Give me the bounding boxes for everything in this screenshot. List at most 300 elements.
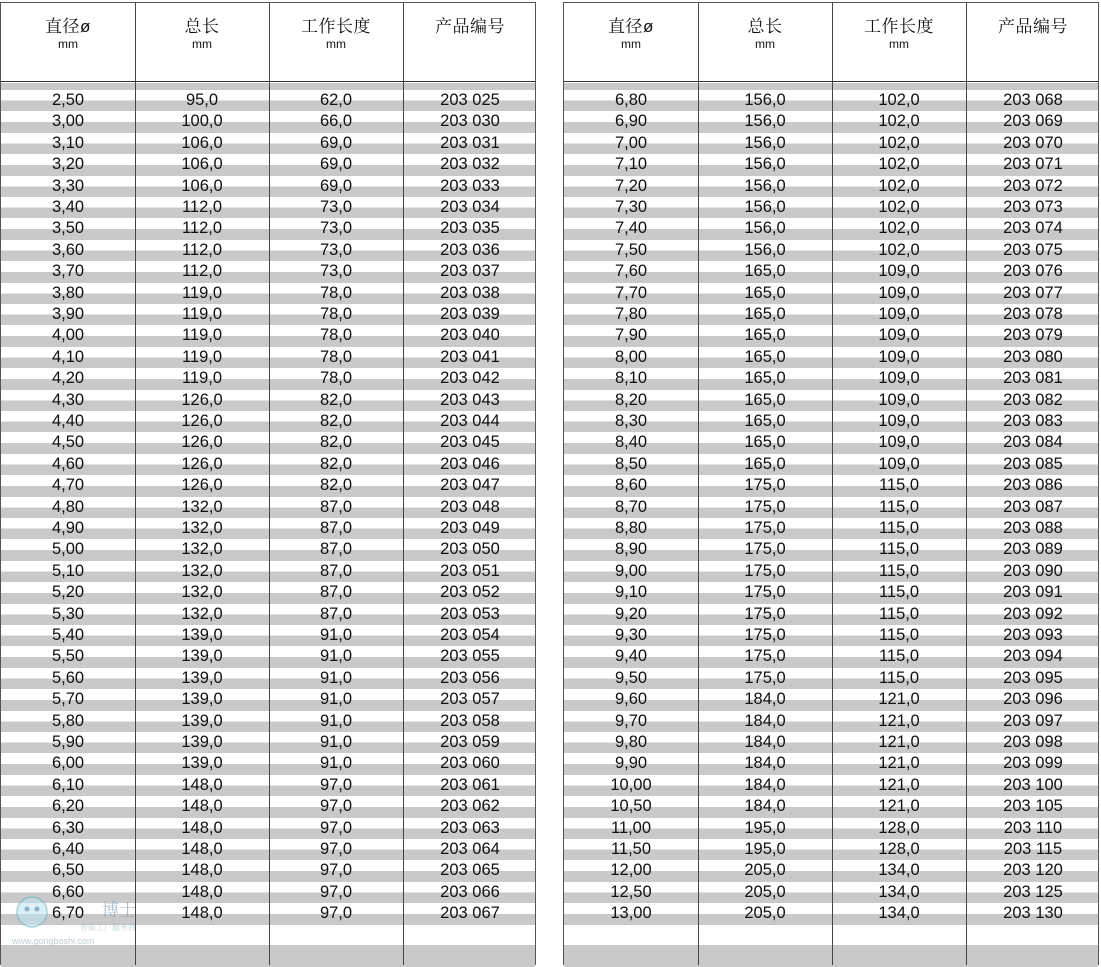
table-row <box>564 133 1098 154</box>
table-cell: 62,0 <box>319 91 353 109</box>
table-cell: 13,00 <box>610 904 652 923</box>
table-cell: 5,30 <box>51 604 85 623</box>
table-row <box>564 839 1098 860</box>
table-cell: 3,30 <box>51 176 85 195</box>
table-cell: 165,0 <box>744 454 786 473</box>
table-cell: 184,0 <box>744 690 786 709</box>
table-cell: 102,0 <box>878 198 920 216</box>
table-cell: 3,80 <box>51 283 85 302</box>
table-cell: 203 058 <box>440 711 500 730</box>
table-cell: 3,00 <box>51 112 85 131</box>
table-cell: 203 050 <box>440 540 500 559</box>
table-cell: 7,80 <box>614 305 648 323</box>
table-cell: 78,0 <box>319 326 353 345</box>
column-separator <box>403 3 404 965</box>
table-row <box>564 497 1098 518</box>
table-cell: 97,0 <box>319 818 353 837</box>
table-cell: 203 045 <box>440 433 500 452</box>
table-cell: 97,0 <box>319 840 353 858</box>
table-cell: 73,0 <box>319 240 353 259</box>
table-cell: 5,10 <box>51 561 85 580</box>
table-cell: 8,20 <box>614 390 648 409</box>
column-separator <box>698 3 699 965</box>
table-cell: 148,0 <box>181 840 223 858</box>
table-cell: 10,50 <box>610 797 652 816</box>
table-cell: 102,0 <box>878 176 920 195</box>
table-cell: 139,0 <box>181 647 223 666</box>
table-cell: 126,0 <box>181 433 223 452</box>
table-row <box>1 796 535 817</box>
table-cell: 106,0 <box>181 155 223 174</box>
table-cell: 3,10 <box>51 133 85 152</box>
table-cell: 73,0 <box>319 219 353 238</box>
table-cell: 91,0 <box>319 668 353 687</box>
table-cell: 82,0 <box>319 412 353 430</box>
table-cell: 203 100 <box>1003 775 1063 794</box>
table-cell: 203 034 <box>440 198 500 216</box>
table-cell: 175,0 <box>744 647 786 666</box>
table-row <box>564 753 1098 774</box>
table-cell: 5,40 <box>51 626 85 644</box>
table-cell: 203 125 <box>1003 882 1063 901</box>
table-row <box>564 197 1098 218</box>
table-cell: 132,0 <box>181 561 223 580</box>
table-cell: 4,80 <box>51 497 85 516</box>
table-row <box>1 689 535 710</box>
table-row <box>1 732 535 753</box>
table-cell: 12,50 <box>610 882 652 901</box>
column-header <box>269 3 403 81</box>
table-row <box>564 711 1098 732</box>
table-cell: 115,0 <box>878 604 920 623</box>
column-header <box>135 3 269 81</box>
table-cell: 73,0 <box>319 262 353 281</box>
table-cell: 203 087 <box>1003 497 1063 516</box>
table-cell: 3,50 <box>51 219 85 238</box>
table-cell: 156,0 <box>744 198 786 216</box>
table-cell: 11,00 <box>610 818 652 837</box>
column-header <box>832 3 966 81</box>
table-cell: 203 067 <box>440 904 500 923</box>
table-cell: 78,0 <box>319 369 353 388</box>
table-cell: 203 057 <box>440 690 500 709</box>
table-cell: 8,90 <box>614 540 648 559</box>
table-cell: 132,0 <box>181 583 223 602</box>
table-cell: 6,20 <box>51 797 85 816</box>
table-cell: 112,0 <box>181 219 223 238</box>
table-cell: 11,50 <box>610 840 652 858</box>
table-cell: 119,0 <box>181 326 223 345</box>
table-cell: 203 047 <box>440 476 500 495</box>
table-cell: 203 093 <box>1003 626 1063 644</box>
header-title: 产品编号 <box>998 17 1068 36</box>
table-cell: 175,0 <box>744 561 786 580</box>
table-cell: 121,0 <box>878 733 920 751</box>
table-cell: 8,00 <box>614 347 648 366</box>
table-row <box>564 411 1098 432</box>
table-cell: 6,70 <box>51 904 85 923</box>
table-cell: 203 072 <box>1003 176 1063 195</box>
table-row <box>1 197 535 218</box>
table-cell: 203 030 <box>440 112 500 131</box>
header-unit: mm <box>889 37 909 51</box>
table-cell: 203 070 <box>1003 133 1063 152</box>
table-row <box>564 304 1098 325</box>
table-row <box>564 261 1098 282</box>
table-cell: 5,20 <box>51 583 85 602</box>
table-cell: 4,00 <box>51 326 85 345</box>
table-cell: 203 049 <box>440 519 500 537</box>
table-cell: 126,0 <box>181 476 223 495</box>
table-cell: 195,0 <box>744 818 786 837</box>
table-cell: 6,50 <box>51 861 85 880</box>
table-cell: 115,0 <box>878 647 920 666</box>
table-cell: 9,30 <box>614 626 648 644</box>
header-divider <box>564 81 1098 82</box>
table-cell: 139,0 <box>181 733 223 751</box>
table-cell: 7,00 <box>614 133 648 152</box>
table-row <box>1 304 535 325</box>
table-cell: 156,0 <box>744 240 786 259</box>
table-cell: 165,0 <box>744 305 786 323</box>
table-cell: 8,50 <box>614 454 648 473</box>
table-cell: 4,40 <box>51 412 85 430</box>
table-cell: 115,0 <box>878 497 920 516</box>
table-cell: 3,40 <box>51 198 85 216</box>
header-title: 总长 <box>184 17 220 36</box>
table-row <box>564 154 1098 175</box>
table-cell: 148,0 <box>181 818 223 837</box>
table-cell: 5,00 <box>51 540 85 559</box>
table-row <box>1 582 535 603</box>
column-header <box>966 3 1100 81</box>
table-cell: 78,0 <box>319 347 353 366</box>
header-title: 工作长度 <box>301 17 371 36</box>
header-unit: mm <box>58 37 78 51</box>
table-row <box>1 240 535 261</box>
table-cell: 66,0 <box>319 112 353 131</box>
table-cell: 97,0 <box>319 882 353 901</box>
table-row <box>564 689 1098 710</box>
table-cell: 5,80 <box>51 711 85 730</box>
table-cell: 6,90 <box>614 112 648 131</box>
table-cell: 115,0 <box>878 476 920 495</box>
table-cell: 4,50 <box>51 433 85 452</box>
table-cell: 119,0 <box>181 347 223 366</box>
table-cell: 203 064 <box>440 840 500 858</box>
table-row <box>1 518 535 539</box>
table-cell: 3,20 <box>51 155 85 174</box>
table-row <box>1 882 535 903</box>
table-row <box>564 625 1098 646</box>
table-cell: 115,0 <box>878 668 920 687</box>
table-row <box>564 903 1098 924</box>
table-row <box>1 176 535 197</box>
table-cell: 165,0 <box>744 347 786 366</box>
table-cell: 97,0 <box>319 861 353 880</box>
table-cell: 148,0 <box>181 861 223 880</box>
table-cell: 165,0 <box>744 369 786 388</box>
table-cell: 203 071 <box>1003 155 1063 174</box>
table-row <box>1 668 535 689</box>
table-cell: 156,0 <box>744 133 786 152</box>
table-row <box>1 839 535 860</box>
table-cell: 132,0 <box>181 540 223 559</box>
table-cell: 97,0 <box>319 797 353 816</box>
table-row <box>564 454 1098 475</box>
column-separator <box>269 3 270 965</box>
table-cell: 203 076 <box>1003 262 1063 281</box>
table-cell: 115,0 <box>878 519 920 537</box>
table-cell: 165,0 <box>744 433 786 452</box>
table-row <box>564 325 1098 346</box>
table-cell: 203 036 <box>440 240 500 259</box>
table-cell: 102,0 <box>878 219 920 238</box>
table-cell: 184,0 <box>744 733 786 751</box>
table-cell: 203 066 <box>440 882 500 901</box>
table-cell: 7,70 <box>614 283 648 302</box>
table-row <box>1 154 535 175</box>
table-cell: 203 098 <box>1003 733 1063 751</box>
table-cell: 109,0 <box>878 433 920 452</box>
table-cell: 91,0 <box>319 626 353 644</box>
table-cell: 203 080 <box>1003 347 1063 366</box>
column-header <box>698 3 832 81</box>
table-cell: 106,0 <box>181 133 223 152</box>
table-cell: 7,10 <box>614 155 648 174</box>
table-cell: 139,0 <box>181 668 223 687</box>
table-cell: 109,0 <box>878 369 920 388</box>
table-cell: 9,40 <box>614 647 648 666</box>
table-cell: 115,0 <box>878 583 920 602</box>
table-cell: 175,0 <box>744 668 786 687</box>
table-cell: 148,0 <box>181 775 223 794</box>
table-cell: 203 083 <box>1003 412 1063 430</box>
table-cell: 203 055 <box>440 647 500 666</box>
table-cell: 126,0 <box>181 390 223 409</box>
header-title: 直径ø <box>45 17 91 36</box>
table-row <box>1 390 535 411</box>
table-row <box>564 347 1098 368</box>
table-cell: 203 053 <box>440 604 500 623</box>
table-cell: 6,00 <box>51 754 85 773</box>
table-cell: 203 063 <box>440 818 500 837</box>
header-title: 总长 <box>747 17 783 36</box>
table-cell: 165,0 <box>744 283 786 302</box>
table-cell: 139,0 <box>181 711 223 730</box>
table-row <box>564 604 1098 625</box>
table-cell: 3,60 <box>51 240 85 259</box>
table-row <box>1 903 535 924</box>
table-cell: 203 035 <box>440 219 500 238</box>
table-cell: 9,20 <box>614 604 648 623</box>
table-cell: 203 041 <box>440 347 500 366</box>
table-cell: 69,0 <box>319 155 353 174</box>
table-row <box>1 368 535 389</box>
table-cell: 203 120 <box>1003 861 1063 880</box>
table-cell: 203 089 <box>1003 540 1063 559</box>
table-row <box>564 176 1098 197</box>
table-row <box>564 240 1098 261</box>
table-cell: 69,0 <box>319 176 353 195</box>
table-cell: 82,0 <box>319 476 353 495</box>
table-cell: 8,60 <box>614 476 648 495</box>
table-cell: 148,0 <box>181 797 223 816</box>
table-cell: 119,0 <box>181 305 223 323</box>
table-cell: 128,0 <box>878 840 920 858</box>
table-row <box>1 625 535 646</box>
table-cell: 165,0 <box>744 390 786 409</box>
table-cell: 4,60 <box>51 454 85 473</box>
table-cell: 5,50 <box>51 647 85 666</box>
table-row <box>564 796 1098 817</box>
table-cell: 7,40 <box>614 219 648 238</box>
table-cell: 6,40 <box>51 840 85 858</box>
table-cell: 175,0 <box>744 476 786 495</box>
table-cell: 112,0 <box>181 240 223 259</box>
table-cell: 134,0 <box>878 861 920 880</box>
table-cell: 112,0 <box>181 198 223 216</box>
table-row <box>1 497 535 518</box>
table-cell: 134,0 <box>878 882 920 901</box>
column-separator <box>832 3 833 965</box>
table-cell: 5,90 <box>51 733 85 751</box>
table-cell: 184,0 <box>744 754 786 773</box>
table-cell: 102,0 <box>878 112 920 131</box>
table-cell: 165,0 <box>744 326 786 345</box>
header-unit: mm <box>755 37 775 51</box>
table-cell: 102,0 <box>878 155 920 174</box>
table-row <box>1 261 535 282</box>
table-cell: 91,0 <box>319 733 353 751</box>
table-cell: 205,0 <box>744 861 786 880</box>
table-row <box>564 582 1098 603</box>
table-cell: 4,70 <box>51 476 85 495</box>
table-cell: 121,0 <box>878 775 920 794</box>
table-cell: 100,0 <box>181 112 223 131</box>
table-row <box>564 368 1098 389</box>
table-cell: 9,60 <box>614 690 648 709</box>
table-cell: 203 075 <box>1003 240 1063 259</box>
table-row <box>564 668 1098 689</box>
table-row <box>1 860 535 881</box>
table-cell: 7,50 <box>614 240 648 259</box>
table-row <box>1 133 535 154</box>
table-cell: 7,90 <box>614 326 648 345</box>
table-cell: 175,0 <box>744 626 786 644</box>
table-cell: 203 130 <box>1003 904 1063 923</box>
table-cell: 175,0 <box>744 604 786 623</box>
table-cell: 119,0 <box>181 369 223 388</box>
table-cell: 203 042 <box>440 369 500 388</box>
header-unit: mm <box>326 37 346 51</box>
table-cell: 102,0 <box>878 240 920 259</box>
table-cell: 87,0 <box>319 604 353 623</box>
table-row <box>1 818 535 839</box>
table-row <box>1 561 535 582</box>
table-cell: 5,60 <box>51 668 85 687</box>
table-cell: 156,0 <box>744 91 786 109</box>
table-cell: 203 033 <box>440 176 500 195</box>
table-cell: 9,10 <box>614 583 648 602</box>
table-cell: 203 037 <box>440 262 500 281</box>
table-cell: 9,00 <box>614 561 648 580</box>
table-cell: 78,0 <box>319 283 353 302</box>
table-cell: 97,0 <box>319 904 353 923</box>
table-cell: 203 069 <box>1003 112 1063 131</box>
table-cell: 175,0 <box>744 583 786 602</box>
table-cell: 156,0 <box>744 219 786 238</box>
stripe-band <box>564 83 1098 90</box>
table-row <box>564 475 1098 496</box>
table-row <box>564 432 1098 453</box>
table-cell: 78,0 <box>319 305 353 323</box>
table-cell: 139,0 <box>181 626 223 644</box>
table-cell: 6,60 <box>51 882 85 901</box>
column-header <box>403 3 537 81</box>
table-cell: 4,20 <box>51 369 85 388</box>
table-cell: 203 091 <box>1003 583 1063 602</box>
table-cell: 203 097 <box>1003 711 1063 730</box>
table-cell: 121,0 <box>878 690 920 709</box>
table-cell: 203 061 <box>440 775 500 794</box>
table-cell: 203 085 <box>1003 454 1063 473</box>
table-cell: 109,0 <box>878 454 920 473</box>
table-cell: 148,0 <box>181 882 223 901</box>
table-cell: 109,0 <box>878 283 920 302</box>
table-row <box>1 347 535 368</box>
header-divider <box>1 81 535 82</box>
header-title: 直径ø <box>608 17 654 36</box>
table-cell: 112,0 <box>181 262 223 281</box>
table-row <box>564 775 1098 796</box>
table-cell: 9,50 <box>614 668 648 687</box>
table-cell: 132,0 <box>181 497 223 516</box>
table-row <box>564 90 1098 111</box>
table-cell: 115,0 <box>878 540 920 559</box>
table-cell: 115,0 <box>878 561 920 580</box>
table-cell: 203 040 <box>440 326 500 345</box>
table-cell: 8,10 <box>614 369 648 388</box>
table-cell: 2,50 <box>51 91 85 109</box>
table-cell: 203 025 <box>440 91 500 109</box>
table-cell: 203 078 <box>1003 305 1063 323</box>
table-row <box>564 882 1098 903</box>
table-cell: 175,0 <box>744 497 786 516</box>
table-cell: 203 096 <box>1003 690 1063 709</box>
table-cell: 203 090 <box>1003 561 1063 580</box>
table-cell: 6,10 <box>51 775 85 794</box>
table-cell: 8,30 <box>614 412 648 430</box>
header-unit: mm <box>621 37 641 51</box>
header-unit: mm <box>192 37 212 51</box>
table-cell: 91,0 <box>319 711 353 730</box>
table-cell: 203 051 <box>440 561 500 580</box>
table-row <box>1 646 535 667</box>
table-row <box>564 111 1098 132</box>
table-cell: 97,0 <box>319 775 353 794</box>
table-cell: 156,0 <box>744 176 786 195</box>
table-cell: 184,0 <box>744 711 786 730</box>
table-cell: 109,0 <box>878 390 920 409</box>
table-row <box>1 411 535 432</box>
table-cell: 109,0 <box>878 262 920 281</box>
table-cell: 91,0 <box>319 754 353 773</box>
table-cell: 7,30 <box>614 198 648 216</box>
table-row <box>564 732 1098 753</box>
table-cell: 184,0 <box>744 775 786 794</box>
table-cell: 9,70 <box>614 711 648 730</box>
